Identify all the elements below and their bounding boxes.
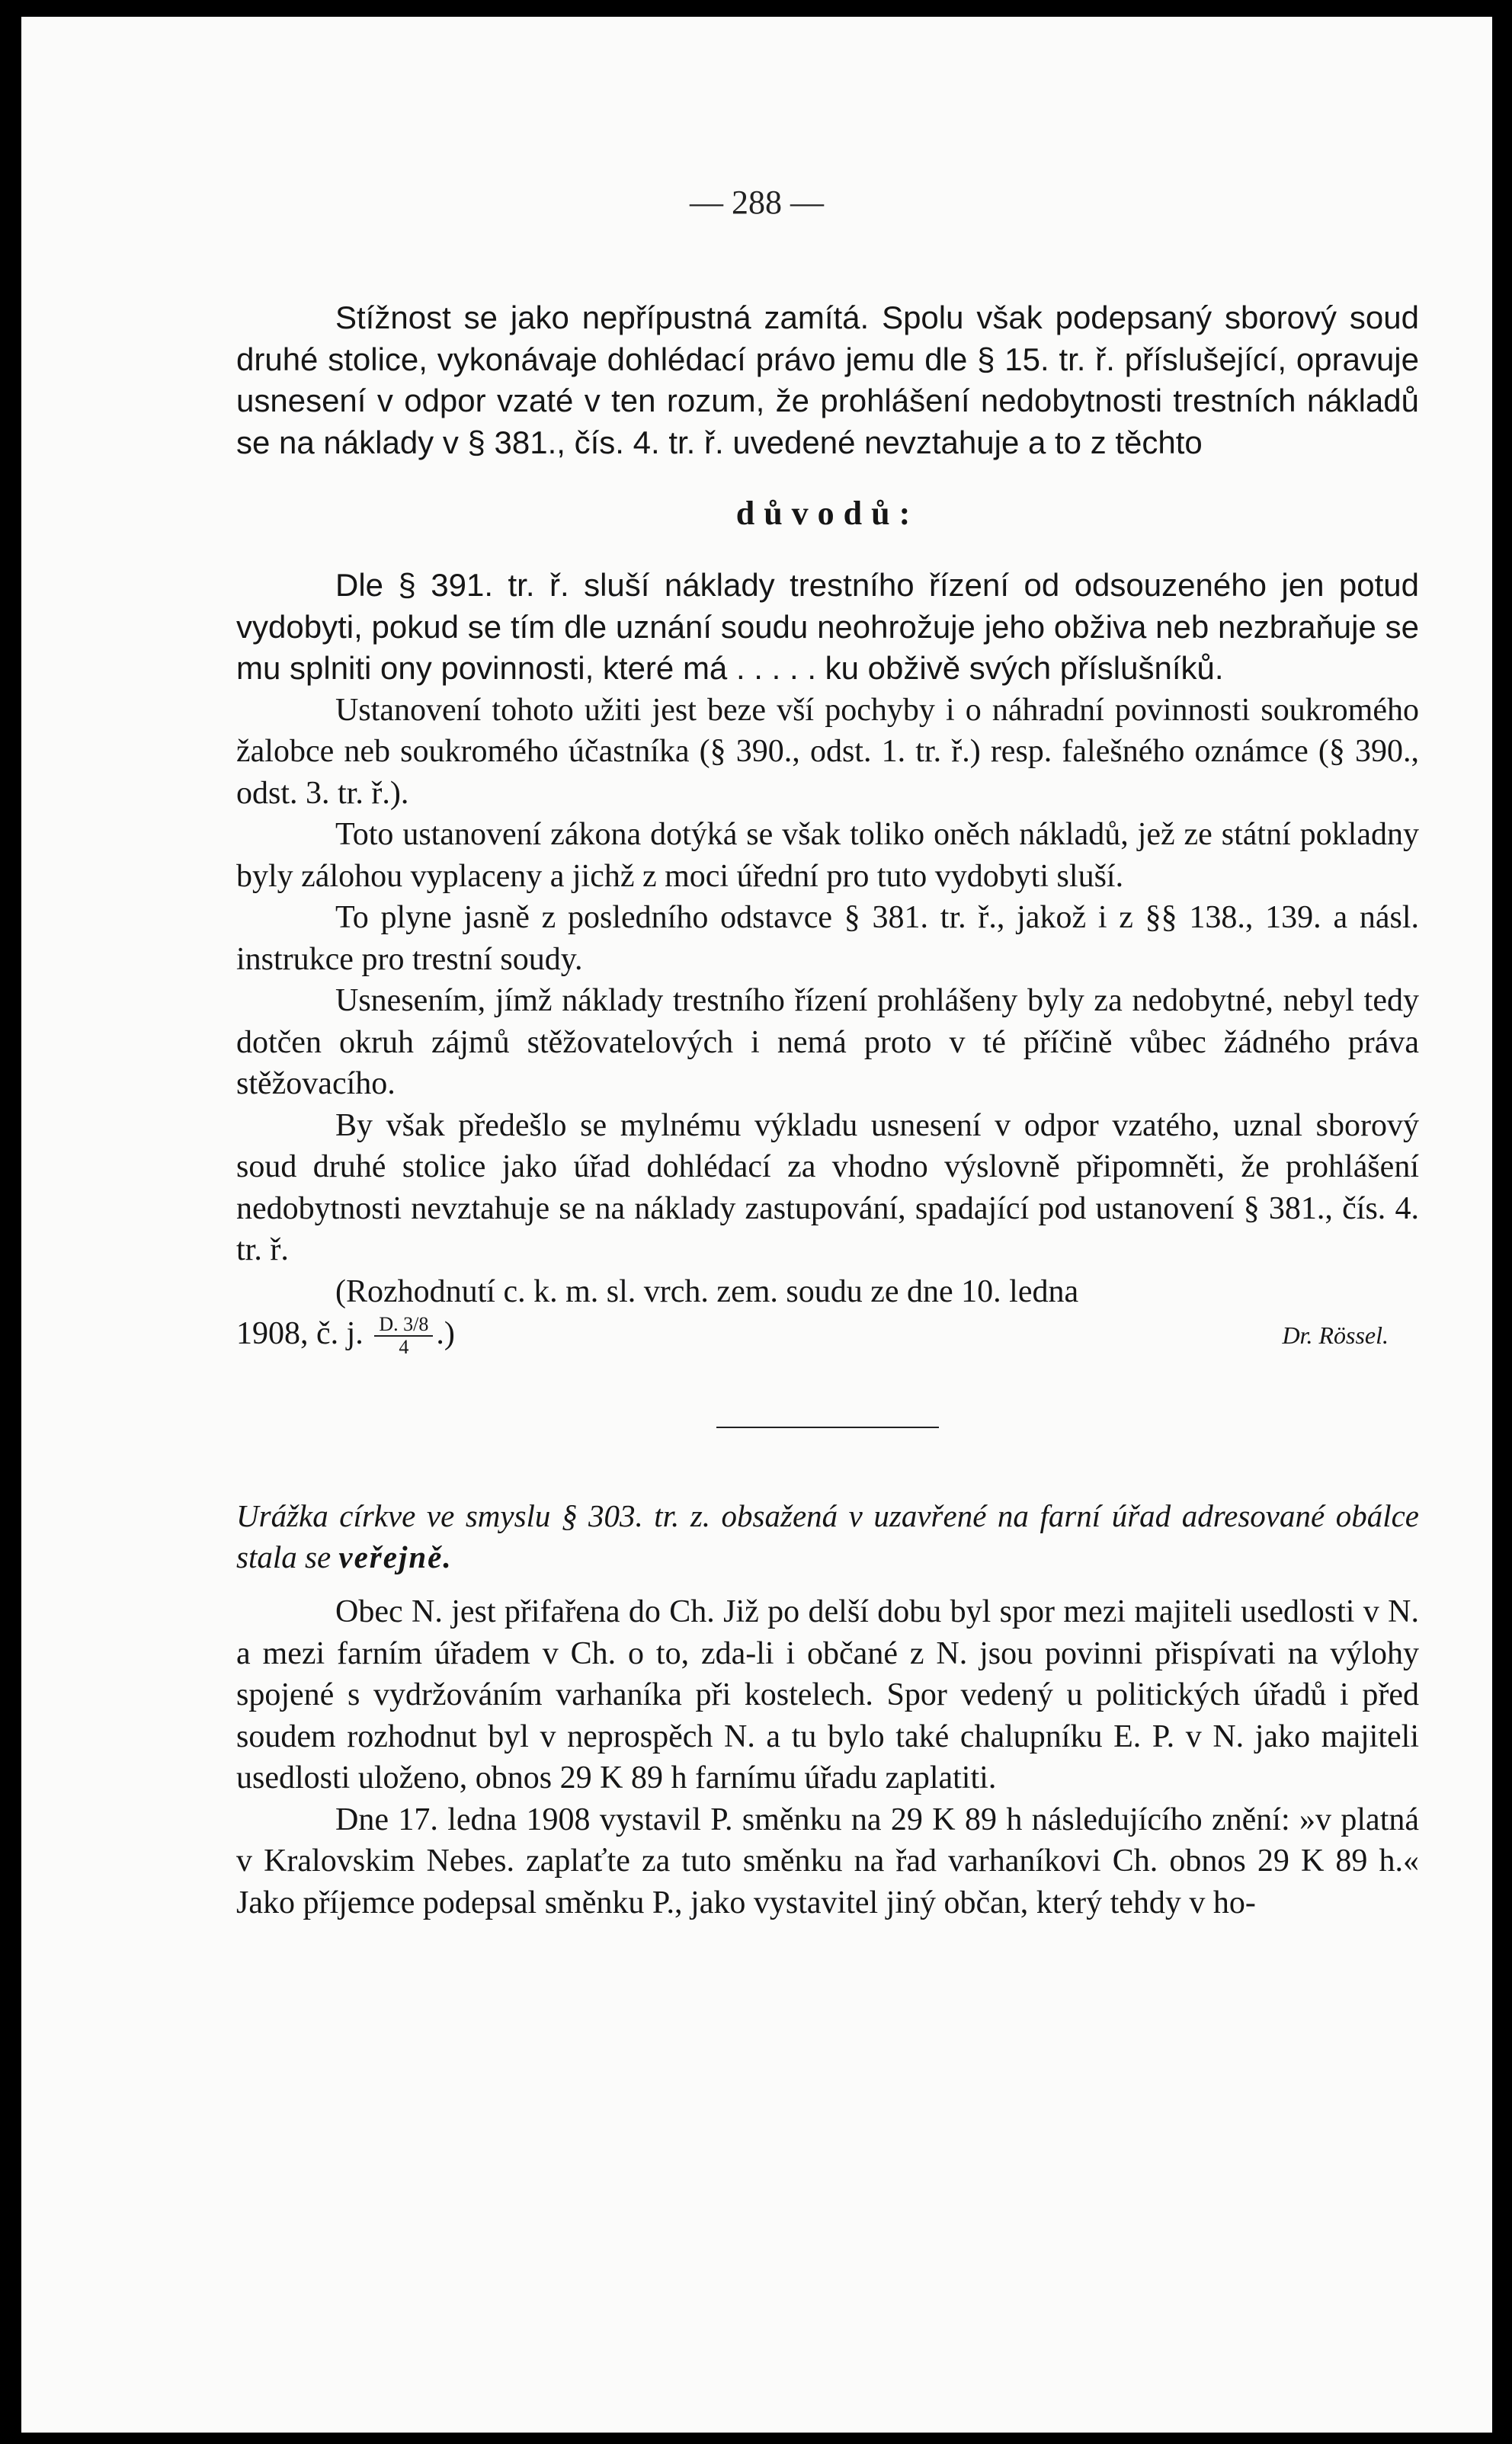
decision-reference: 1908, č. j. $\frac{D. 3/8}{4}$ .) <box>236 1313 455 1359</box>
book-page <box>21 17 1492 2433</box>
fraction-numerator: D. 3/8 <box>374 1314 433 1337</box>
page-number: — 288 — <box>690 184 824 221</box>
paragraph-381: To plyne jasně z posledního odstavce § 381. tr. ř., jakož i z §§ 138., 139. a násl. instrukce pro trestní soudy. <box>236 900 1419 977</box>
paragraph-state-costs: Toto ustanovení zákona dotýká se však toliko oněch nákladů, jež ze státní pokladny byly zálohou vyplaceny a jichž z moci úřední pro tuto vydobyti sluší. <box>236 817 1419 894</box>
page-text <box>236 297 1419 1923</box>
section-divider <box>716 1427 939 1428</box>
section-heading-reasons: důvodů: <box>735 495 920 532</box>
paragraph-bill: Dne 17. ledna 1908 vystavil P. směnku na 29 K 89 h následujícího znění: »v platná v Kralovskim Nebes. zaplaťte za tuto směnku na řad varhaníkovi Ch. obnos 29 K 89 h.« Jako příjemce podepsal směnku P., jako vystavitel jiný občan, který tehdy v ho- <box>236 1802 1419 1920</box>
paragraph-391: Dle § 391. tr. ř. sluší náklady trestního řízení od odsouzeného jen potud vydobyti, pokud se tím dle uznání soudu neohrožuje jeho obživa neb nezbraňuje se mu splniti ony povinnosti, které má . . . . . ku obživě svých příslušníků. <box>236 567 1419 686</box>
reference-fraction <box>374 1314 433 1358</box>
paragraph-interpretation: By však předešlo se mylnému výkladu usnesení v odpor vzatého, uznal sborový soud druhé stolice jako úřad dohlédací za vhodno výslovně připomněti, že prohlášení nedobytnosti nevztahuje se na náklady zastupování, spadající pod ustanovení § 381., čís. 4. tr. ř. <box>236 1107 1419 1267</box>
case-title <box>236 1495 1419 1578</box>
paragraph-facts: Obec N. jest přifařena do Ch. Již po delší dobu byl spor mezi majiteli usedlosti v N. a mezi farním úřadem v Ch. o to, zda-li i občané z N. jsou povinni přispívati na výlohy spojené s vydržováním varhaníka při kostelech. Spor vedený u politických úřadů i před soudem rozhodnut byl v neprospěch N. a tu bylo také chalupníku E. P. v N. jako majiteli usedlosti uloženo, obnos 29 K 89 h farnímu úřadu zaplatiti. <box>236 1594 1419 1796</box>
paragraph-390: Ustanovení tohoto užiti jest beze vší pochyby i o náhradní povinnosti soukromého žalobce neb soukromého účastníka (§ 390., odst. 1. tr. ř.) resp. falešného oznámce (§ 390., odst. 3. tr. ř.). <box>236 692 1419 811</box>
signature: Dr. Rössel. <box>1282 1321 1389 1349</box>
decision-citation-row <box>236 1312 1419 1358</box>
fraction-denominator: 4 <box>399 1336 409 1359</box>
paragraph-resolution: Usnesením, jímž náklady trestního řízení prohlášeny byly za nedobytné, nebyl tedy dotčen okruh zájmů stěžovatelových i nemá proto v té příčině vůbec žádného práva stěžovacího. <box>236 983 1419 1101</box>
case-title-emphasis: veřejně. <box>338 1539 453 1575</box>
decision-citation-line: (Rozhodnutí c. k. m. sl. vrch. zem. soudu ze dne 10. ledna <box>335 1273 1079 1309</box>
case-title-text: Urážka církve ve smyslu § 303. tr. z. obsažená v uzavřené na farní úřad adresované obálce stala se <box>236 1498 1419 1575</box>
paragraph-complaint: Stížnost se jako nepřípustná zamítá. Spolu však podepsaný sborový soud druhé stolice, vykonávaje dohlédací právo jemu dle § 15. tr. ř. příslušející, opravuje usnesení v odpor vzaté v ten rozum, že prohlášení nedobytnosti trestních nákladů se na náklady v § 381., čís. 4. tr. ř. uvedené nevztahuje a to z těchto <box>236 299 1419 460</box>
